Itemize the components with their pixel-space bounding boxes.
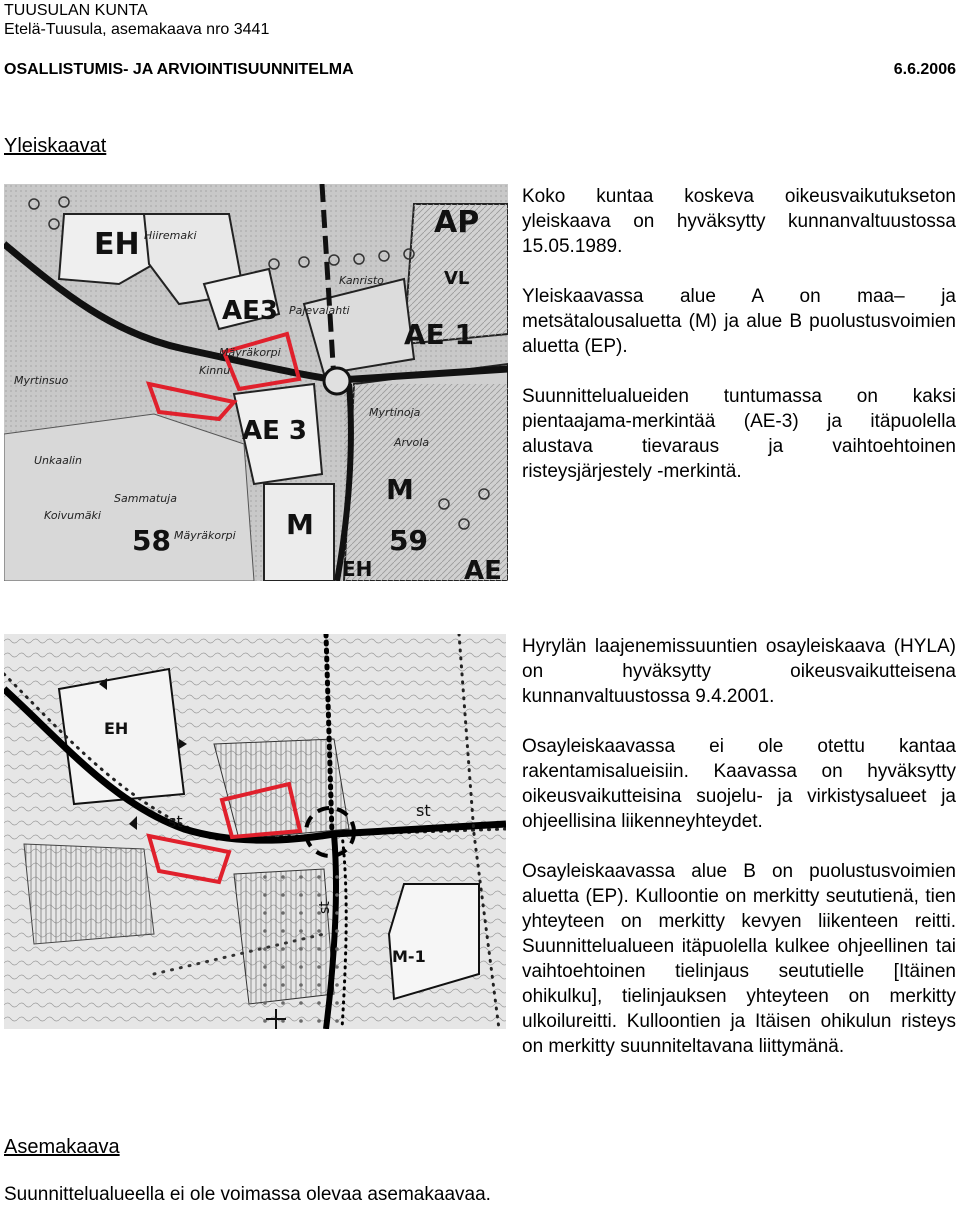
map1-place-koivumaki: Koivumäki xyxy=(44,509,101,522)
map1-label-m-east: M xyxy=(386,473,414,506)
general-plan-map xyxy=(4,184,508,581)
map1-label-vl: VL xyxy=(444,268,470,289)
map2-label-st-east: st xyxy=(416,801,431,820)
map1-label-ae3-south: AE 3 xyxy=(242,416,308,446)
map1-place-pajevalahti: Pajevalahti xyxy=(289,304,350,317)
map1-label-ae-south: AE xyxy=(464,556,502,581)
paragraph-ae3-markings: Suunnittelualueiden tuntumassa on kaksi pientaajama-merkintää (AE-3) ja itäpuolella alustava tievaraus ja vaihtoehtoinen risteysjärjestely -merkintä. xyxy=(522,386,956,482)
map1-label-ap: AP xyxy=(434,205,480,240)
map1-place-kanristo: Kanristo xyxy=(339,274,384,287)
paragraph-hyla: Hyrylän laajenemissuuntien osayleiskaava (HYLA) on hyväksytty oikeusvaikutteisena kunnanvaltuustossa 9.4.2001. xyxy=(522,636,956,707)
map1-place-sammatuja: Sammatuja xyxy=(114,492,177,505)
paragraph-hyla-traffic: Osayleiskaavassa alue B on puolustusvoimien aluetta (EP). Kulloontie on merkitty seututienä, tien yhteyteen on merkitty kevyen liikenteen reitti. Suunnittelualueen itäpuolella kulkee ohjeellinen tai vaihtoehtoinen tielinjaus seututielle [Itäinen ohikulku], tielinjauksen yhteyteen on merkitty ulkoilureitti. Kulloontien ja Itäisen ohikulun risteys on merkitty suunniteltavana liittymänä. xyxy=(522,861,956,1057)
paragraph-general-plan-areas: Yleiskaavassa alue A on maa– ja metsätalousaluetta (M) ja alue B puolustusvoimien aluetta (EP). xyxy=(522,286,956,357)
partial-plan-map xyxy=(4,634,506,1029)
map1-label-eh: EH xyxy=(94,227,140,262)
map1-place-mayrakorpi: Mäyräkorpi xyxy=(174,529,236,542)
map2-label-st-south: st xyxy=(317,901,333,914)
header-plan: Etelä-Tuusula, asemakaava nro 3441 xyxy=(4,21,270,38)
map1-label-m-south: M xyxy=(286,508,314,541)
paragraph-hyla-scope: Osayleiskaavassa ei ole otettu kantaa rakentamisalueisiin. Kaavassa on hyväksytty oikeusvaikutteisina suojelu- ja virkistysalueet ja ohjeellisina liikenneyhteydet. xyxy=(522,736,956,832)
document-title: OSALLISTUMIS- JA ARVIOINTISUUNNITELMA xyxy=(4,61,354,78)
document-date: 6.6.2006 xyxy=(893,61,956,78)
map1-place-unkaalin: Unkaalin xyxy=(34,454,82,467)
map1-label-59: 59 xyxy=(389,524,428,557)
map1-label-ae3-north: AE3 xyxy=(222,296,278,326)
map2-label-eh: EH xyxy=(104,719,129,738)
map1-place-hiiremaki: Hiiremaki xyxy=(144,229,197,242)
header-municipality: TUUSULAN KUNTA xyxy=(4,2,148,19)
paragraph-general-plan: Koko kuntaa koskeva oikeusvaikutukseton yleiskaava on hyväksytty kunnanvaltuustossa 15.05.1989. xyxy=(522,186,956,257)
map1-place-myrtinoja: Myrtinoja xyxy=(369,406,421,419)
section-heading-yleiskaavat: Yleiskaavat xyxy=(4,135,107,157)
paragraph-detailed-plan: Suunnittelualueella ei ole voimassa olevaa asemakaavaa. xyxy=(4,1184,491,1205)
map1-place-myrtinsuo: Myrtinsuo xyxy=(14,374,69,387)
map1-place-kinnu: Kinnu xyxy=(199,364,231,377)
map1-label-eh-south: EH xyxy=(342,557,373,581)
map2-label-st-west: st xyxy=(168,812,183,831)
map1-label-58: 58 xyxy=(132,524,171,557)
section-heading-asemakaava: Asemakaava xyxy=(4,1136,120,1158)
map1-place-mayrakorpi-north: Mäyräkorpi xyxy=(219,346,281,359)
map1-place-arvola: Arvola xyxy=(394,436,430,449)
map1-label-ae1: AE 1 xyxy=(404,318,475,351)
map2-label-m1: M-1 xyxy=(392,947,426,966)
